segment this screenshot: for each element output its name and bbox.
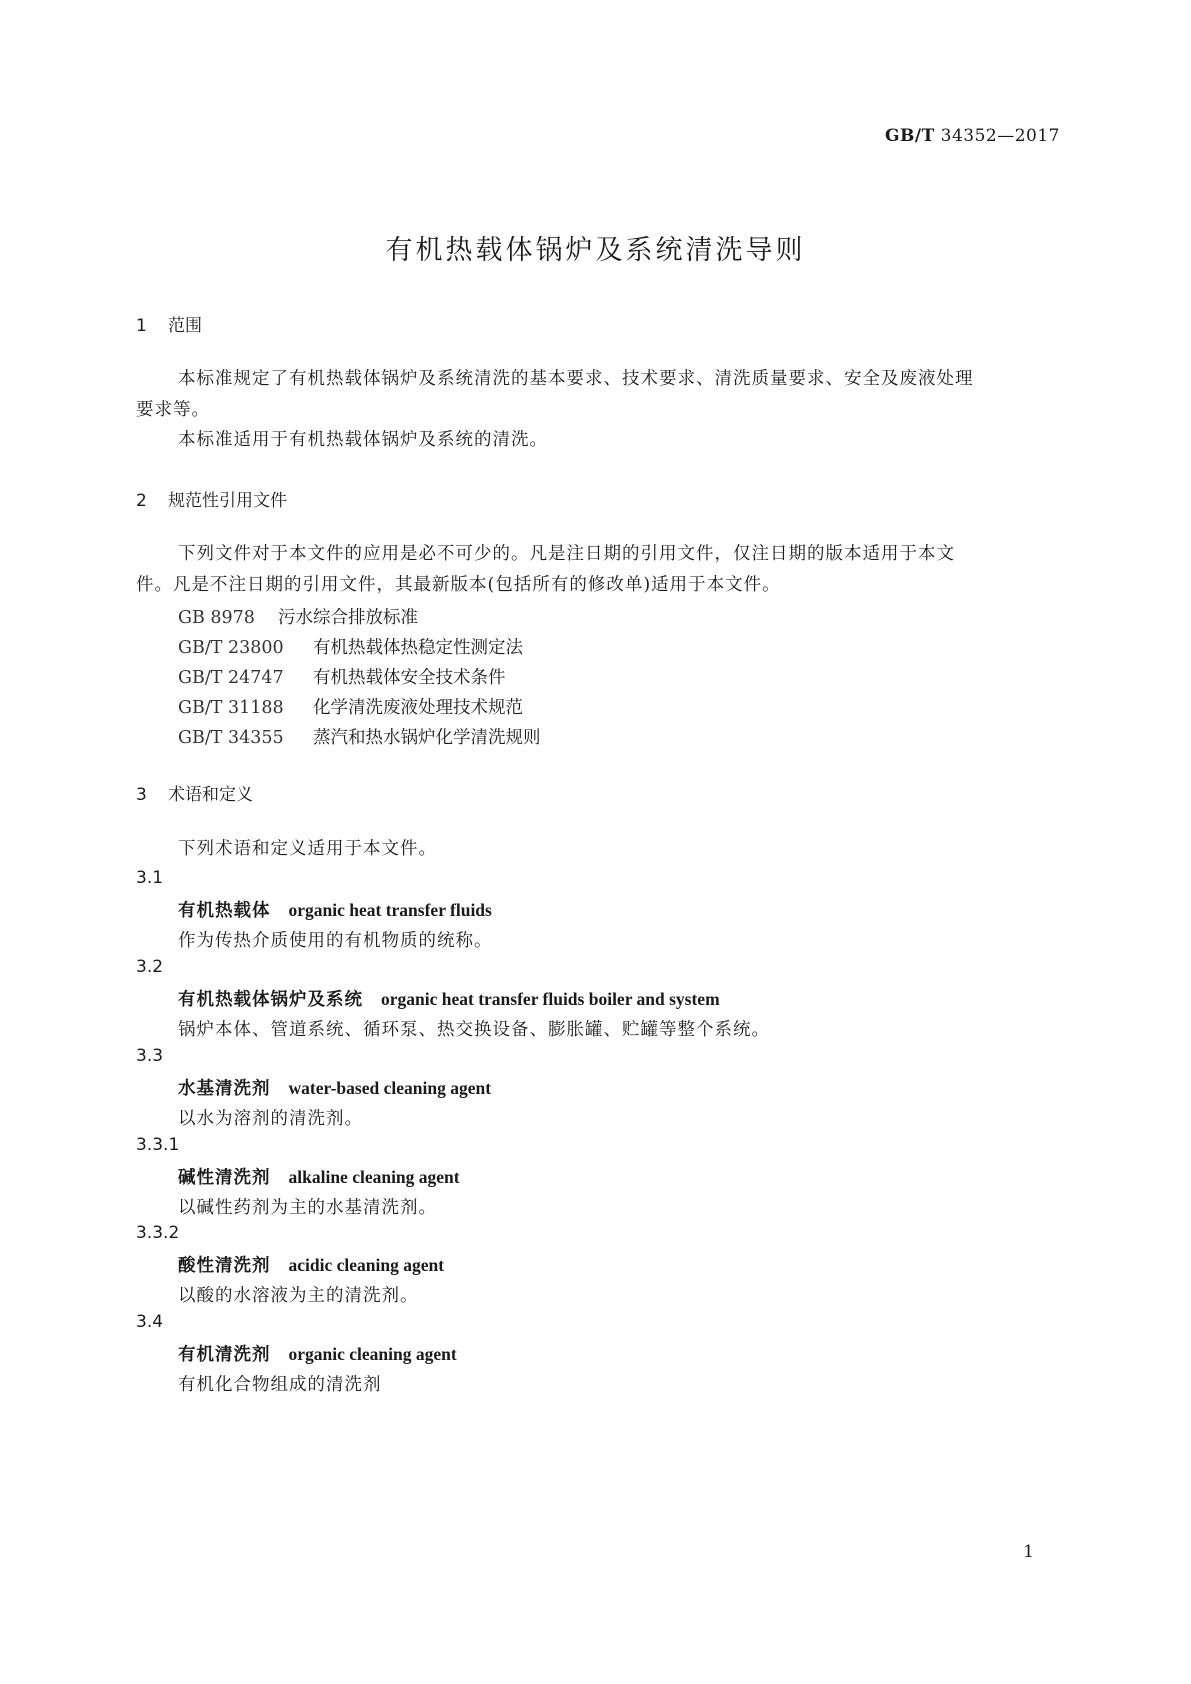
term-number: 3.3.2 [136,1223,180,1243]
term-zh: 有机清洗剂 [178,1345,271,1365]
term-en: organic heat transfer fluids [288,900,492,920]
term-number: 3.2 [136,957,164,977]
section-number: 2 [136,491,147,511]
reference-code: GB 8978 [178,608,255,628]
reference-item [178,664,506,689]
term-zh: 有机热载体锅炉及系统 [178,990,363,1010]
term-heading [178,986,720,1011]
term-number: 3.3.1 [136,1135,180,1155]
term-en: water-based cleaning agent [288,1078,492,1098]
reference-item [178,634,523,659]
term-zh: 碱性清洗剂 [178,1168,271,1188]
term-en: organic cleaning agent [288,1344,457,1364]
reference-item [178,604,418,629]
section-title: 术语和定义 [168,785,253,805]
term-number: 3.4 [136,1312,164,1332]
term-en: acidic cleaning agent [288,1255,445,1275]
paragraph-continuation: 要求等。 [136,400,210,420]
section-title: 规范性引用文件 [168,491,287,511]
term-heading [178,1341,457,1366]
reference-item [178,724,541,749]
paragraph: 下列文件对于本文件的应用是必不可少的。凡是注日期的引用文件，仅注日期的版本适用于本文 [178,544,955,564]
term-heading [178,1075,491,1100]
term-heading [178,1164,460,1189]
section-title: 范围 [168,316,202,336]
paragraph: 本标准适用于有机热载体锅炉及系统的清洗。 [178,430,548,450]
term-heading [178,897,492,922]
standard-number: 34352—2017 [934,126,1060,146]
reference-name: 污水综合排放标准 [278,608,418,628]
standard-prefix: GB/T [885,126,935,146]
term-en: alkaline cleaning agent [288,1167,460,1187]
term-zh: 有机热载体 [178,901,271,921]
paragraph-continuation: 件。凡是不注日期的引用文件，其最新版本(包括所有的修改单)适用于本文件。 [136,575,781,595]
term-definition: 以水为溶剂的清洗剂。 [178,1109,363,1129]
section-1-heading [136,311,202,336]
section-2-heading [136,486,287,511]
paragraph: 本标准规定了有机热载体锅炉及系统清洗的基本要求、技术要求、清洗质量要求、安全及废液处理 [178,369,974,389]
standard-code [885,126,1060,146]
reference-code: GB/T 24747 [178,668,284,688]
section-number: 1 [136,316,147,336]
term-zh: 水基清洗剂 [178,1079,271,1099]
reference-item [178,694,523,719]
term-number: 3.1 [136,868,164,888]
term-definition: 以碱性药剂为主的水基清洗剂。 [178,1198,437,1218]
reference-name: 有机热载体安全技术条件 [313,668,506,688]
term-definition: 锅炉本体、管道系统、循环泵、热交换设备、膨胀罐、贮罐等整个系统。 [178,1020,770,1040]
section-3-heading [136,780,253,805]
term-definition: 有机化合物组成的清洗剂 [178,1375,382,1395]
reference-code: GB/T 34355 [178,728,284,748]
reference-name: 有机热载体热稳定性测定法 [313,638,523,658]
term-heading [178,1252,444,1277]
term-number: 3.3 [136,1046,164,1066]
term-definition: 作为传热介质使用的有机物质的统称。 [178,931,493,951]
page-number: 1 [1023,1542,1034,1562]
document-title: 有机热载体锅炉及系统清洗导则 [385,235,806,266]
reference-code: GB/T 31188 [178,698,284,718]
reference-code: GB/T 23800 [178,638,284,658]
reference-name: 蒸汽和热水锅炉化学清洗规则 [313,728,541,748]
reference-name: 化学清洗废液处理技术规范 [313,698,523,718]
term-en: organic heat transfer fluids boiler and system [381,989,720,1009]
section-number: 3 [136,785,147,805]
term-zh: 酸性清洗剂 [178,1256,271,1276]
term-definition: 以酸的水溶液为主的清洗剂。 [178,1286,419,1306]
paragraph: 下列术语和定义适用于本文件。 [178,839,437,859]
